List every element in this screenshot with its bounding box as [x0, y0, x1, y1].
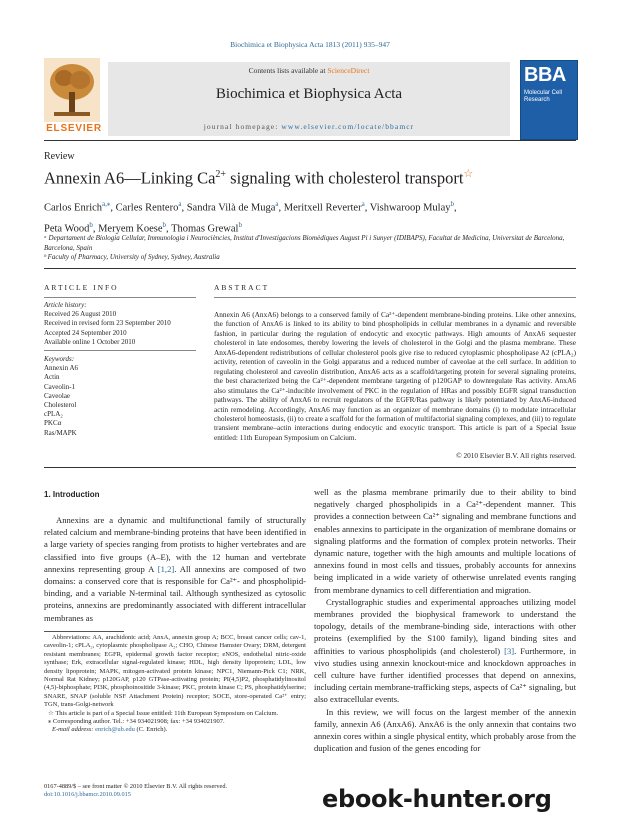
intro-paragraph-left: [44, 514, 306, 624]
paragraph-text: Crystallographic studies and experimental approaches utilizing model membranes provided the biophysical framework to understand the topology, details of the membrane-binding side, interactions with other proteins (exemplified by the S100 family), ligand binding sites and affinities to various phospholipids (and cholesterol): [314, 596, 576, 656]
author-affiliation-mark[interactable]: a: [178, 200, 182, 208]
history-entry: Received in revised form 23 September 2010: [44, 319, 171, 328]
affiliation-b: ᵇ Faculty of Pharmacy, University of Sydney, Sydney, Australia: [44, 253, 220, 261]
author-separator: ,: [181, 202, 187, 214]
keyword: PKCα: [44, 419, 62, 428]
email-footnote: [44, 726, 306, 734]
cover-subtitle: Molecular Cell Research: [524, 90, 563, 103]
affiliation-rule: [44, 268, 576, 269]
footnotes: [44, 634, 306, 735]
keywords-rule: [44, 350, 196, 351]
journal-citation: Biochimica et Biophysica Acta 1813 (2011) 935–947: [230, 40, 390, 49]
author-affiliation-mark[interactable]: b: [162, 220, 167, 229]
article-title: [44, 167, 473, 189]
intro-text: Annexins are a dynamic and multifunctional family of structurally related calcium and membrane-binding proteins that have been identified in a large variety of species ranging from protists to higher vertebrates and are classified into five groups (A–E), with the 12 human and vertebrate annexins representing group A: [44, 515, 306, 574]
abstract-end-rule: [44, 467, 576, 468]
author-affiliation-mark[interactable]: b: [89, 220, 93, 229]
header-rule: [44, 140, 576, 141]
corresponding-author-footnote: ⁎ Corresponding author. Tel.: +34 934021908; fax: +34 934021907.: [48, 718, 225, 726]
author-name: Sandra Vilà de Muga: [186, 202, 276, 214]
author-name: Vishwaroop Mulay: [369, 202, 451, 214]
journal-title: Biochimica et Biophysica Acta: [215, 86, 403, 102]
title-superscript: 2+: [215, 169, 227, 180]
keyword: Caveolae: [44, 391, 71, 400]
title-footnote-mark[interactable]: ☆: [463, 168, 474, 180]
page-footer: [44, 783, 344, 799]
author-separator: ,: [110, 202, 116, 214]
keyword: Actin: [44, 373, 60, 382]
abstract-rule: [214, 297, 576, 298]
keyword: Ras/MAPK: [44, 428, 77, 437]
author-affiliation-mark[interactable]: a,⁎: [102, 200, 111, 208]
author-separator: ,: [166, 223, 172, 234]
paragraph: In this review, we will focus on the largest member of the annexin family, annexin A6 (AnxA6). AnxA6 is the only annexin that contains two annexin cores within a single physical entity, which probably arose from the duplication and fusion of the genes encoding for: [314, 706, 576, 754]
paragraph: well as the plasma membrane primarily due to their ability to bind negatively charged phospholipids in a Ca²⁺-dependent manner. This provides a connection between Ca²⁺ signaling and membrane functions and enables annexins to participate in the organization of membrane domains or signaling platforms and the formation of complex protein networks. Their dynamic nature, together with the high amounts and multiple locations of annexins found in most cells and tissues, probably accounts for annexins being implicated in a wide variety of otherwise unrelated events ranging from membrane dynamics to cell differentiation and migration.: [314, 487, 576, 595]
body-column-right: [314, 486, 576, 754]
contents-prefix: Contents lists available at: [248, 66, 328, 75]
contents-line: [108, 66, 510, 75]
author-list: [44, 196, 584, 237]
affiliations: [44, 234, 576, 263]
article-history: [44, 301, 196, 347]
keywords-list: [44, 355, 196, 438]
journal-homepage: [108, 122, 510, 131]
author-affiliation-mark[interactable]: a: [361, 200, 365, 208]
author-affiliation-mark[interactable]: a: [275, 200, 279, 208]
history-entry: Accepted 24 September 2010: [44, 328, 127, 337]
keyword: cPLA₂: [44, 410, 63, 419]
history-entry: Available online 1 October 2010: [44, 337, 136, 346]
issn-line: 0167-4889/$ – see front matter © 2010 Elsevier B.V. All rights reserved.: [44, 783, 228, 790]
author-name: Meryem Koese: [98, 223, 163, 234]
keywords-label: Keywords:: [44, 355, 75, 363]
special-issue-footnote: ☆ This article is part of a Special Issue entitled: 11th European Symposium on Calcium.: [48, 709, 279, 717]
abstract-copyright: © 2010 Elsevier B.V. All rights reserved.: [456, 451, 576, 460]
abstract-text: Annexin A6 (AnxA6) belongs to a conserved family of Ca²⁺-dependent membrane-binding proteins. Like other annexins, the function of AnxA6 is linked to its ability to bind phospholipids in cellular membranes in a dynamic and reversible fashion, in particular during the regulation of endocytic and exocytic pathways. High amounts of AnxA6 sequester cholesterol in late endosomes, thereby lowering the levels of cholesterol in the Golgi and the plasma membrane. These AnxA6-dependent redistributions of cellular cholesterol pools give rise to reduced cytoplasmic phospholipase A2 (cPLA₂) activity, retention of caveolin in the Golgi apparatus and a reduced number of caveolae at the cell surface. In addition to regulating cholesterol and caveolin distribution, AnxA6 acts as a scaffold/targeting protein for several signaling proteins, the best characterized being the Ca²⁺-dependent membrane targeting of p120GAP to downregulate Ras activity. AnxA6 also stimulates the Ca²⁺-inducible involvement of PKC in the regulation of HRas and possibly EGFR signal transduction pathways. The ability of AnxA6 to recruit regulators of the EGFR/Ras pathway is likely potentiated by AnxA6-induced actin remodeling. Accordingly, AnxA6 may function as an organizer of membrane domains (i) to modulate intracellular cholesterol homeostasis, (ii) to create a scaffold for the formation of multifactorial signaling complexes, and (iii) to regulate transient membrane–actin interactions during endocytic and exocytic transport. This article is part of a Special Issue entitled: 11th European Symposium on Calcium.: [214, 310, 576, 442]
author-separator: ,: [92, 223, 99, 234]
email-suffix: (C. Enrich).: [134, 726, 168, 734]
history-entry: Received 26 August 2010: [44, 310, 117, 319]
affiliation-a: ᵃ Departament de Biologia Cellular, Immunologia i Neurociències, Institut d'Investigacions Biomèdiques August Pi i Sunyer (IDIBAPS), Facultat de Medicina, Universitat de Barcelona, Barcelona, Spain: [44, 234, 565, 252]
author-separator: ,: [364, 202, 370, 214]
author-name: Carlos Enrich: [44, 202, 103, 214]
abstract-heading: ABSTRACT: [214, 283, 270, 292]
author-separator: ,: [454, 202, 457, 214]
citation-link[interactable]: [3]: [504, 645, 515, 656]
history-label: Article history:: [44, 301, 87, 309]
homepage-link[interactable]: www.elsevier.com/locate/bbamcr: [281, 122, 415, 131]
title-text-1: Annexin A6—Linking Ca: [44, 168, 216, 188]
paragraph: [314, 596, 576, 706]
doi-link[interactable]: doi:10.1016/j.bbamcr.2010.09.015: [44, 791, 131, 799]
article-info-rule: [44, 297, 196, 298]
paragraph-text-cont: . Furthermore, in vivo studies using annexin knockout-mice and knockdown approaches in cell culture have further identified processes that depend on annexins, including certain membrane-trafficking steps, aspects of Ca²⁺ signaling, but also extracellular events.: [314, 645, 576, 705]
email-link[interactable]: enrich@ub.edu: [95, 726, 135, 734]
publisher-logo-text: ELSEVIER: [46, 123, 102, 134]
keyword: Cholesterol: [44, 401, 77, 410]
section-heading: 1. Introduction: [44, 490, 100, 499]
intro-text-cont: . All annexins are composed of two domains: a conserved core that is responsible for Ca²⁺- and phospholipid-binding, and a variable N-terminal tail. Although synthesized as cytosolic proteins, annexins are predominantly associated with different intracellular membranes as: [44, 563, 306, 623]
article-info-heading: ARTICLE INFO: [44, 283, 119, 292]
author-name: Carles Rentero: [115, 202, 179, 214]
author-separator: ,: [278, 202, 284, 214]
citation-link[interactable]: [1,2]: [153, 563, 175, 574]
author-name: Peta Wood: [44, 223, 90, 234]
title-text-2: signaling with cholesterol transport: [226, 168, 464, 188]
article-type: Review: [44, 151, 75, 162]
keyword: Caveolin-1: [44, 382, 76, 391]
abbreviations-footnote: Abbreviations: AA, arachidonic acid; AnxA, annexin group A; BCC, breast cancer cells; cav-1, caveolin-1; cPLA₂, cytoplasmic phospholipase A₂; CHO, Chinese Hamster Ovary; DRM, detergent resistant membranes; EGFR, epidermal growth factor receptor; eNOS, endothelial nitric-oxide synthase; Erk, extracellular signal-regulated kinase; HDL, high density lipoprotein; LDL, low density lipoprotein; MAPK, mitogen-activated protein kinase; NPC1, Niemann-Pick C1; NRK, Normal Rat Kidney; p120GAP, p120 GTPase-activating protein; PI(4,5)P2, phosphatidylinositol (4,5)-biphosphate; PI3K, phosphoinositide 3-kinase; PKC, protein kinase C; PS, phosphatidylserine; SNARE, SNAP (soluble NSF Attachment Protein) receptor; SOCE, store-operated Ca²⁺ entry; TGN, trans-Golgi-network: [44, 634, 306, 709]
footnote-rule: [44, 631, 124, 632]
email-label: E-mail address:: [52, 726, 96, 734]
cover-title: BBA: [524, 64, 566, 86]
author-name: Thomas Grewal: [171, 223, 239, 234]
homepage-prefix: journal homepage:: [203, 122, 282, 131]
author-affiliation-mark[interactable]: b: [450, 200, 454, 208]
sciencedirect-link[interactable]: ScienceDirect: [327, 66, 370, 75]
watermark-text: ebook-hunter.org: [322, 785, 552, 813]
keyword: Annexin A6: [44, 364, 79, 373]
author-name: Meritxell Reverter: [283, 202, 362, 214]
author-affiliation-mark[interactable]: b: [238, 220, 242, 229]
